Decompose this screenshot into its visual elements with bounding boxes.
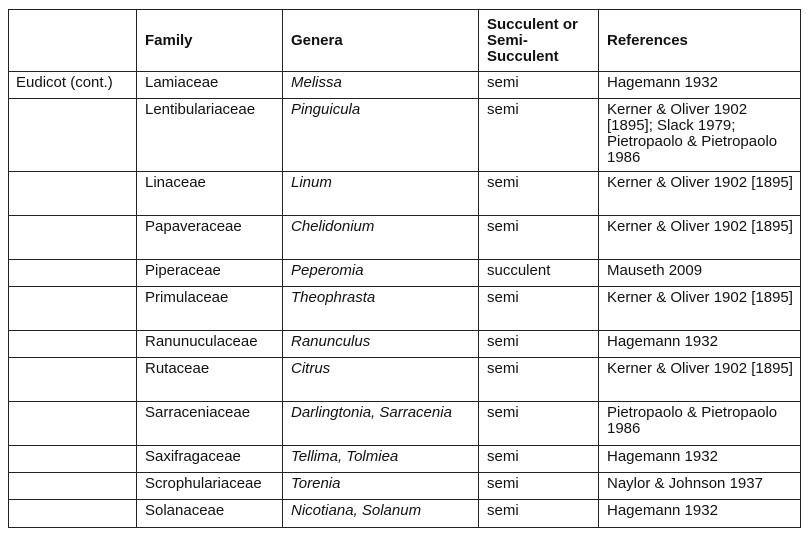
cell-family: Primulaceae — [137, 287, 283, 331]
header-group — [9, 10, 137, 72]
cell-genera: Linum — [283, 172, 479, 216]
cell-succulence: semi — [479, 358, 599, 402]
cell-family: Saxifragaceae — [137, 446, 283, 473]
cell-group — [9, 358, 137, 402]
table-row — [9, 402, 801, 446]
header-genera: Genera — [283, 10, 479, 72]
cell-genera: Darlingtonia, Sarracenia — [283, 402, 479, 446]
cell-genera: Melissa — [283, 72, 479, 99]
cell-genera: Theophrasta — [283, 287, 479, 331]
cell-references: Hagemann 1932 — [599, 72, 801, 99]
cell-succulence: semi — [479, 287, 599, 331]
cell-succulence: succulent — [479, 260, 599, 287]
table-body — [9, 72, 801, 528]
table-row — [9, 358, 801, 402]
table-row — [9, 72, 801, 99]
cell-genera: Tellima, Tolmiea — [283, 446, 479, 473]
cell-references: Hagemann 1932 — [599, 500, 801, 528]
cell-references: Hagemann 1932 — [599, 331, 801, 358]
cell-succulence: semi — [479, 331, 599, 358]
cell-family: Lentibulariaceae — [137, 99, 283, 172]
cell-group — [9, 172, 137, 216]
cell-succulence: semi — [479, 473, 599, 500]
cell-genera: Peperomia — [283, 260, 479, 287]
cell-succulence: semi — [479, 72, 599, 99]
cell-succulence: semi — [479, 99, 599, 172]
cell-succulence: semi — [479, 446, 599, 473]
header-row — [9, 10, 801, 72]
table-row — [9, 331, 801, 358]
cell-succulence: semi — [479, 216, 599, 260]
cell-group — [9, 260, 137, 287]
cell-group — [9, 473, 137, 500]
cell-genera: Chelidonium — [283, 216, 479, 260]
cell-genera: Nicotiana, Solanum — [283, 500, 479, 528]
cell-group — [9, 402, 137, 446]
cell-family: Scrophulariaceae — [137, 473, 283, 500]
cell-family: Lamiaceae — [137, 72, 283, 99]
cell-genera: Torenia — [283, 473, 479, 500]
cell-group — [9, 500, 137, 528]
plant-table — [8, 9, 801, 528]
header-references: References — [599, 10, 801, 72]
cell-genera: Ranunculus — [283, 331, 479, 358]
cell-references: Pietropaolo & Pietropaolo 1986 — [599, 402, 801, 446]
table-row — [9, 500, 801, 528]
cell-family: Solanaceae — [137, 500, 283, 528]
header-family: Family — [137, 10, 283, 72]
table-row — [9, 446, 801, 473]
cell-references: Hagemann 1932 — [599, 446, 801, 473]
cell-family: Piperaceae — [137, 260, 283, 287]
cell-group: Eudicot (cont.) — [9, 72, 137, 99]
cell-family: Papaveraceae — [137, 216, 283, 260]
header-succulence: Succulent or Semi-Succulent — [479, 10, 599, 72]
table-row — [9, 216, 801, 260]
cell-references: Kerner & Oliver 1902 [1895] — [599, 216, 801, 260]
cell-references: Naylor & Johnson 1937 — [599, 473, 801, 500]
cell-references: Kerner & Oliver 1902 [1895]; Slack 1979; Pietropaolo & Pietropaolo 1986 — [599, 99, 801, 172]
cell-succulence: semi — [479, 500, 599, 528]
cell-genera: Pinguicula — [283, 99, 479, 172]
cell-genera: Citrus — [283, 358, 479, 402]
table-row — [9, 99, 801, 172]
cell-group — [9, 331, 137, 358]
cell-references: Kerner & Oliver 1902 [1895] — [599, 287, 801, 331]
cell-group — [9, 287, 137, 331]
cell-group — [9, 446, 137, 473]
table-row — [9, 260, 801, 287]
cell-family: Ranunuculaceae — [137, 331, 283, 358]
cell-family: Sarraceniaceae — [137, 402, 283, 446]
cell-family: Rutaceae — [137, 358, 283, 402]
cell-references: Mauseth 2009 — [599, 260, 801, 287]
cell-group — [9, 99, 137, 172]
table-row — [9, 287, 801, 331]
cell-group — [9, 216, 137, 260]
table-header — [9, 10, 801, 72]
cell-references: Kerner & Oliver 1902 [1895] — [599, 172, 801, 216]
cell-references: Kerner & Oliver 1902 [1895] — [599, 358, 801, 402]
table-row — [9, 473, 801, 500]
cell-family: Linaceae — [137, 172, 283, 216]
cell-succulence: semi — [479, 172, 599, 216]
cell-succulence: semi — [479, 402, 599, 446]
table-row — [9, 172, 801, 216]
